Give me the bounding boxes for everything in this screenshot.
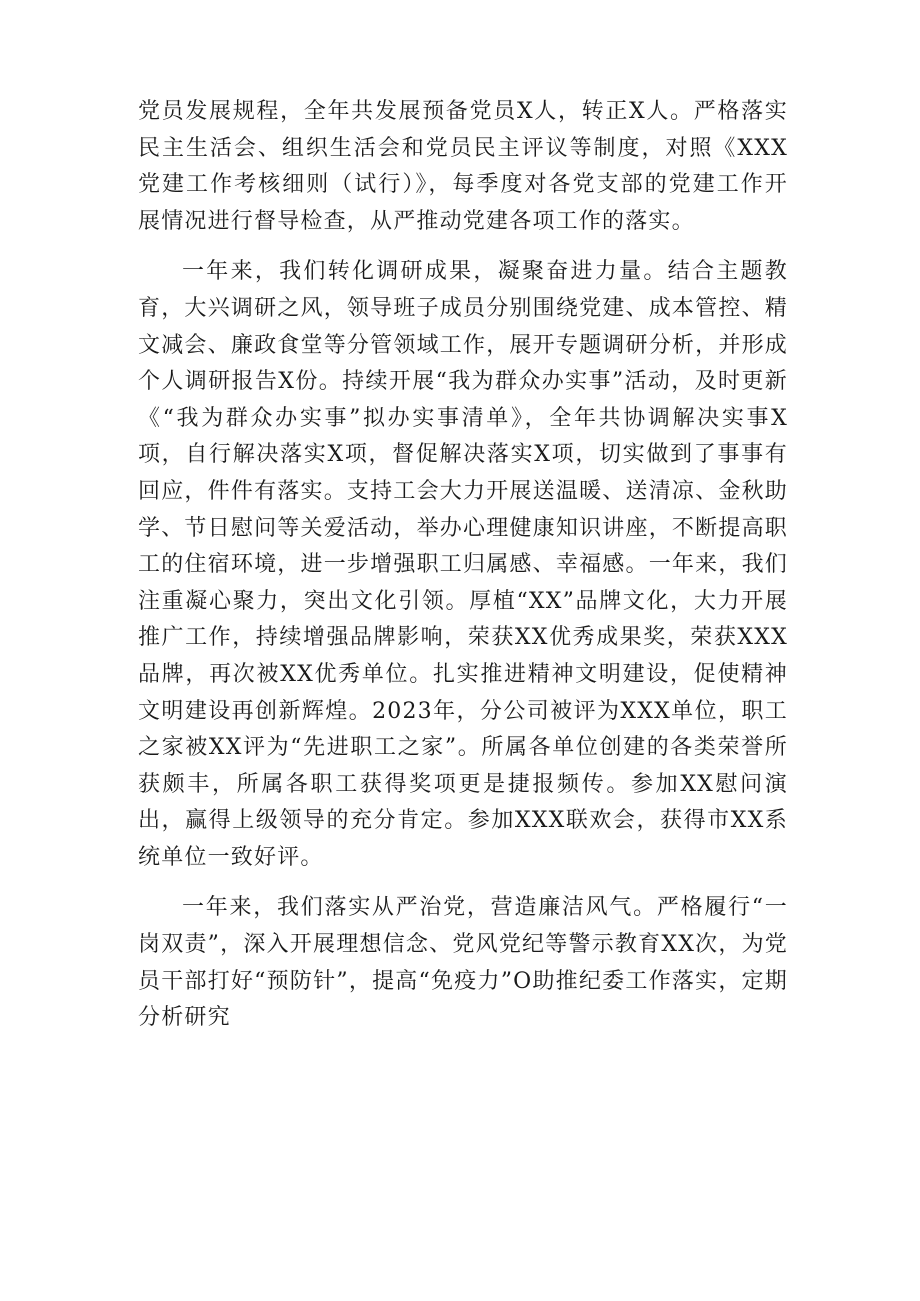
paragraph-3: 一年来，我们落实从严治党，营造廉洁风气。严格履行“一岗双责”，深入开展理想信念、党风党纪等警示教育XX次，为党员干部打好“预防针”，提高“免疫力”O助推纪委工作落实，定期分析研究 [138, 895, 788, 1031]
paragraph-2: 一年来，我们转化调研成果，凝聚奋进力量。结合主题教育，大兴调研之风，领导班子成员分别围绕党建、成本管控、精文减会、廉政食堂等分管领域工作，展开专题调研分析，并形成个人调研报告X份。持续开展“我为群众办实事”活动，及时更新《“我为群众办实事”拟办实事清单》，全年共协调解决实事X项，自行解决落实X项，督促解决落实X项，切实做到了事事有回应，件件有落实。支持工会大力开展送温暖、送清凉、金秋助学、节日慰问等关爱活动，举办心理健康知识讲座，不断提高职工的住宿环境，进一步增强职工归属感、幸福感。一年来，我们注重凝心聚力，突出文化引领。厚植“XX”品牌文化，大力开展推广工作，持续增强品牌影响，荣获XX优秀成果奖，荣获XXX品牌，再次被XX优秀单位。扎实推进精神文明建设，促使精神文明建设再创新辉煌。2023年，分公司被评为XXX单位，职工之家被XX评为“先进职工之家”。所属各单位创建的各类荣誉所获颇丰，所属各职工获得奖项更是捷报频传。参加XX慰问演出，赢得上级领导的充分肯定。参加XXX联欢会，获得市XX系统单位一致好评。 [138, 259, 788, 870]
document-body [138, 94, 788, 1037]
paragraph-spacer [138, 876, 788, 890]
paragraph-spacer [138, 240, 788, 254]
paragraph-1: 党员发展规程，全年共发展预备党员X人，转正X人。严格落实民主生活会、组织生活会和党员民主评议等制度，对照《XXX党建工作考核细则（试行）》，每季度对各党支部的党建工作开展情况进行督导检查，从严推动党建各项工作的落实。 [138, 99, 788, 234]
